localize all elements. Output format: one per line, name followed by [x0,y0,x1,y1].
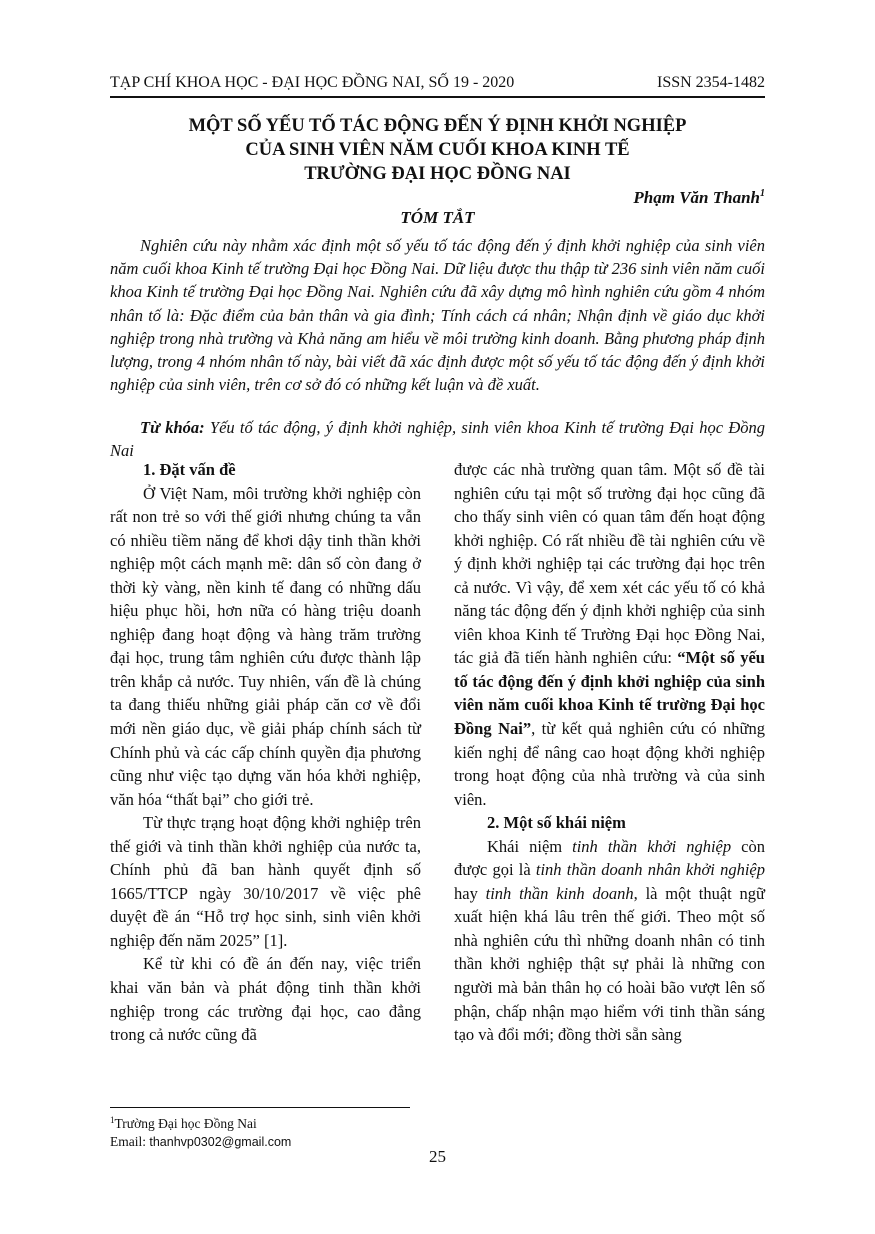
title-line-3: TRƯỜNG ĐẠI HỌC ĐỒNG NAI [304,164,571,184]
footnote-affiliation [110,1111,291,1133]
paragraph-text: , là một thuật ngữ xuất hiện khá lâu trên thế giới. Theo một số nhà nghiên cứu thì những doanh nhân có tinh thần khởi nghiệp thật sự phải là những con người mà bản thân họ có hoài bão vượt lên số phận, chấp nhận mạo hiểm với tinh thần sáng tạo và đổi mới; đồng thời sẵn sàng [454,883,765,1045]
keywords-label: Từ khóa: [140,418,205,437]
paragraph-text: Khái niệm [487,836,573,856]
paragraph: Kể từ khi có đề án đến nay, việc triển khai văn bản và phát động tinh thần khởi nghiệp trong các trường đại học, cao đẳng trong cả nước cũng đã [110,954,421,1045]
footnote-rule [110,1107,410,1108]
affiliation-text: Trường Đại học Đồng Nai [114,1116,257,1131]
paragraph: Ở Việt Nam, môi trường khởi nghiệp còn rất non trẻ so với thế giới nhưng chúng ta vẫn có nhiều tiềm năng để khơi dậy tinh thần khởi nghiệp một cách mạnh mẽ: dân số còn đang ở thời kỳ vàng, nền kinh tế đang có những dấu hiệu phục hồi, hơn nữa có hàng triệu doanh nghiệp đang hoạt động và hàng trăm trường đại học, trung tâm nghiên cứu được thành lập trên khắp cả nước. Tuy nhiên, vấn đề là chúng ta đang thiếu những giải pháp căn cơ về đổi mới nền giáo dục, về giải pháp chính sách từ Chính phủ và các cấp chính quyền địa phương cũng như việc tạo dựng văn hóa khởi nghiệp, văn hóa “thất bại” cho giới trẻ. [110,483,421,809]
paragraph: Từ thực trạng hoạt động khởi nghiệp trên thế giới và tinh thần khởi nghiệp của nước ta, Chính phủ đã ban hành quyết định số 1665/TTCP ngày 30/10/2017 về việc phê duyệt đề án “Hỗ trợ học sinh, sinh viên khởi nghiệp đến năm 2025” [1]. [110,813,421,950]
paragraph-text: , từ kết quả nghiên cứu có những kiến nghị để nâng cao hoạt động khởi nghiệp trong hoạt động của nhà trường và của sinh viên. [454,719,766,809]
right-column [454,458,765,1047]
title-line-1: MỘT SỐ YẾU TỐ TÁC ĐỘNG ĐẾN Ý ĐỊNH KHỞI NGHIỆP [188,116,687,136]
section-2-heading: 2. Một số khái niệm [487,813,626,833]
keywords [110,416,765,462]
paragraph-text: hay [454,883,486,903]
section-1-heading: 1. Đặt vấn đề [143,460,236,479]
abstract-heading: TÓM TẮT [400,208,475,227]
email-label: Email: [110,1134,150,1149]
page-number: 25 [429,1147,446,1166]
study-title-quote: “Một số yếu tố tác động đến ý định khởi nghiệp của sinh viên năm cuối khoa Kinh tế trường Đại học Đồng Nai” [454,648,765,739]
issn: ISSN 2354-1482 [656,74,765,91]
abstract-text: Nghiên cứu này nhằm xác định một số yếu tố tác động đến ý định khởi nghiệp của sinh viên năm cuối khoa Kinh tế trường Đại học Đồng Nai. Dữ liệu được thu thập từ 236 sinh viên năm cuối khoa Kinh tế trường Đại học Đồng Nai. Nghiên cứu đã xây dựng mô hình nghiên cứu gồm 4 nhóm nhân tố là: Đặc điểm của bản thân và gia đình; Tính cách cá nhân; Nhận định về giáo dục khởi nghiệp trong nhà trường và Khả năng am hiểu về môi trường kinh doanh. Bằng phương pháp định lượng, trong 4 nhóm nhân tố này, bài viết đã xác định được một số yếu tố tác động đến ý định khởi nghiệp của sinh viên, trên cơ sở đó có những kết luận và đề xuất. [110,236,765,395]
author-name: Phạm Văn Thanh [633,188,760,207]
article-title [110,114,765,186]
journal-name: TẠP CHÍ KHOA HỌC - ĐẠI HỌC ĐỒNG NAI, SỐ 19 - 2020 [110,74,515,91]
author [633,188,765,208]
left-column [110,458,421,1047]
paragraph-text: được các nhà trường quan tâm. Một số đề tài nghiên cứu tại một số trường đại học cũng đã cho thấy sinh viên có quan tâm đến hoạt động khởi nghiệp. Có rất nhiều đề tài nghiên cứu về ý định khởi nghiệp tại các trường đại học trên cả nước. Vì vậy, để xem xét các yếu tố có khả năng tác động đến ý định khởi nghiệp của sinh viên khoa Kinh tế Trường Đại học Đồng Nai, tác giả đã tiến hành nghiên cứu: [454,460,765,668]
header-rule [110,96,765,98]
emphasis: tinh thần khởi nghiệp [572,836,732,856]
paragraph [454,835,765,1047]
footnote-marker: 1 [110,1115,115,1125]
paragraph-text: còn được gọi là [454,836,765,880]
running-header [110,74,765,92]
emphasis: tinh thần kinh doanh [485,883,634,903]
author-footnote-marker: 1 [760,188,765,199]
email-address: thanhvp0302@gmail.com [149,1135,292,1149]
title-line-2: CỦA SINH VIÊN NĂM CUỐI KHOA KINH TẾ [245,140,630,160]
keywords-text: Yếu tố tác động, ý định khởi nghiệp, sinh viên khoa Kinh tế trường Đại học Đồng Nai [110,418,765,460]
footnote [110,1111,291,1151]
paragraph-continued [454,458,765,811]
emphasis: tinh thần doanh nhân khởi nghiệp [535,860,766,880]
